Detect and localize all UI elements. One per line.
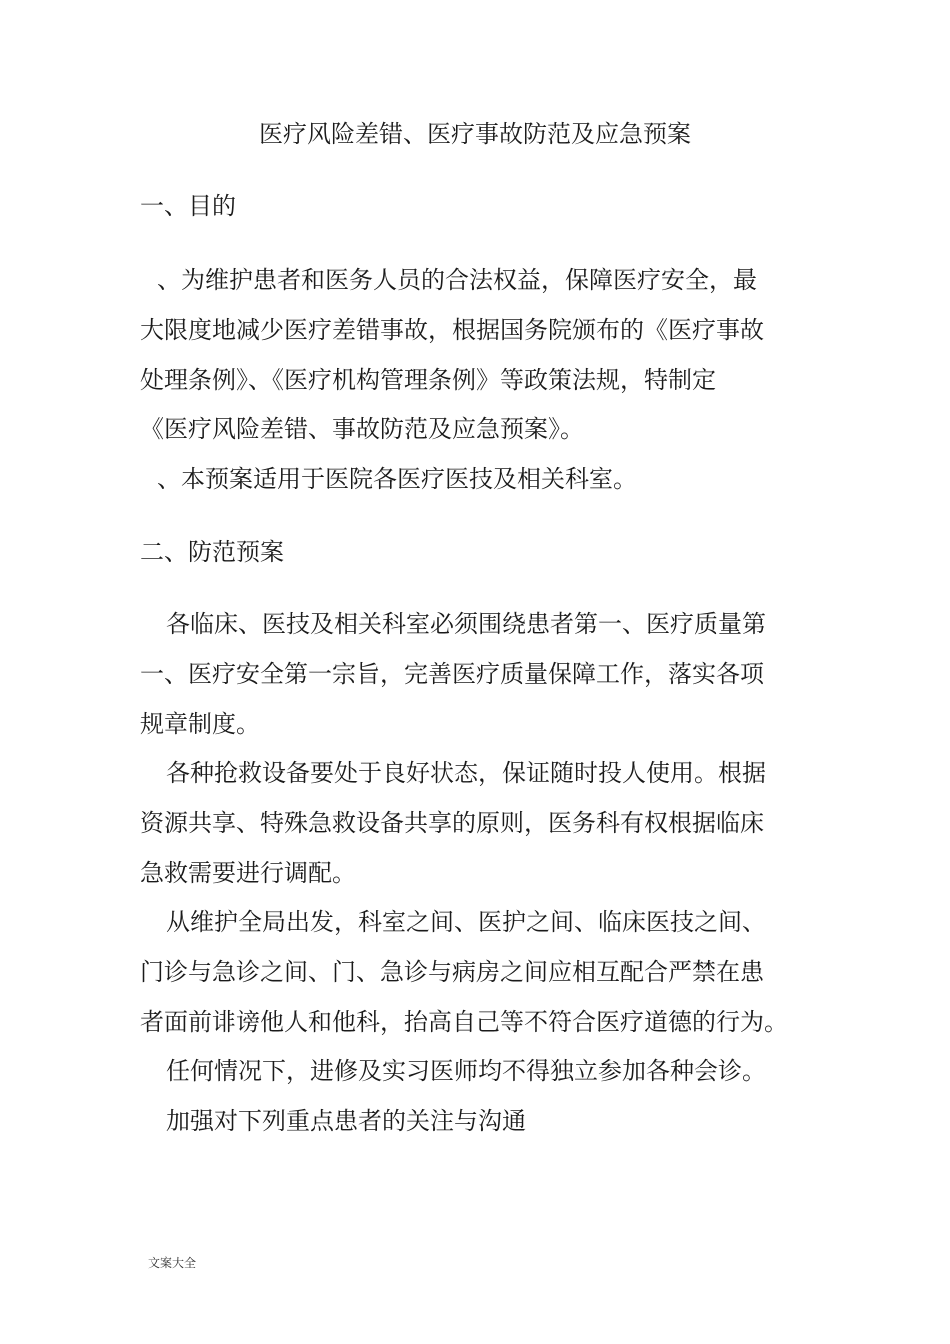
paragraph-line: 各种抢救设备要处于良好状态，保证随时投人使用。根据	[166, 759, 766, 787]
paragraph-line: 、为维护患者和医务人员的合法权益，保障医疗安全，最	[157, 266, 757, 294]
paragraph-line: 资源共享、特殊急救设备共享的原则，医务科有权根据临床	[140, 809, 764, 837]
paragraph-line: 急救需要进行调配。	[140, 859, 356, 887]
paragraph-line: 者面前诽谤他人和他科，抬高自己等不符合医疗道德的行为。	[140, 1008, 788, 1036]
paragraph-line: 大限度地减少医疗差错事故，根据国务院颁布的《医疗事故	[140, 316, 764, 344]
paragraph-line: 从维护全局出发，科室之间、医护之间、临床医技之间、	[166, 908, 766, 936]
section-heading-purpose: 一、目的	[140, 192, 236, 220]
paragraph-line: 、本预案适用于医院各医疗医技及相关科室。	[157, 465, 637, 493]
paragraph-line: 各临床、医技及相关科室必须围绕患者第一、医疗质量第	[166, 610, 766, 638]
page-footer: 文案大全	[148, 1256, 197, 1270]
paragraph-line: 门诊与急诊之间、门、急诊与病房之间应相互配合严禁在患	[140, 958, 764, 986]
paragraph-line: 一、医疗安全第一宗旨，完善医疗质量保障工作，落实各项	[140, 660, 764, 688]
document-title: 医疗风险差错、医疗事故防范及应急预案	[259, 120, 691, 148]
paragraph-line: 规章制度。	[140, 710, 260, 738]
paragraph-line: 任何情况下，进修及实习医师均不得独立参加各种会诊。	[166, 1057, 766, 1085]
section-heading-prevention: 二、防范预案	[140, 538, 284, 566]
paragraph-line: 《医疗风险差错、事故防范及应急预案》。	[140, 415, 584, 443]
paragraph-line: 加强对下列重点患者的关注与沟通	[166, 1107, 526, 1135]
paragraph-line: 处理条例》、《医疗机构管理条例》等政策法规，特制定	[140, 366, 716, 394]
